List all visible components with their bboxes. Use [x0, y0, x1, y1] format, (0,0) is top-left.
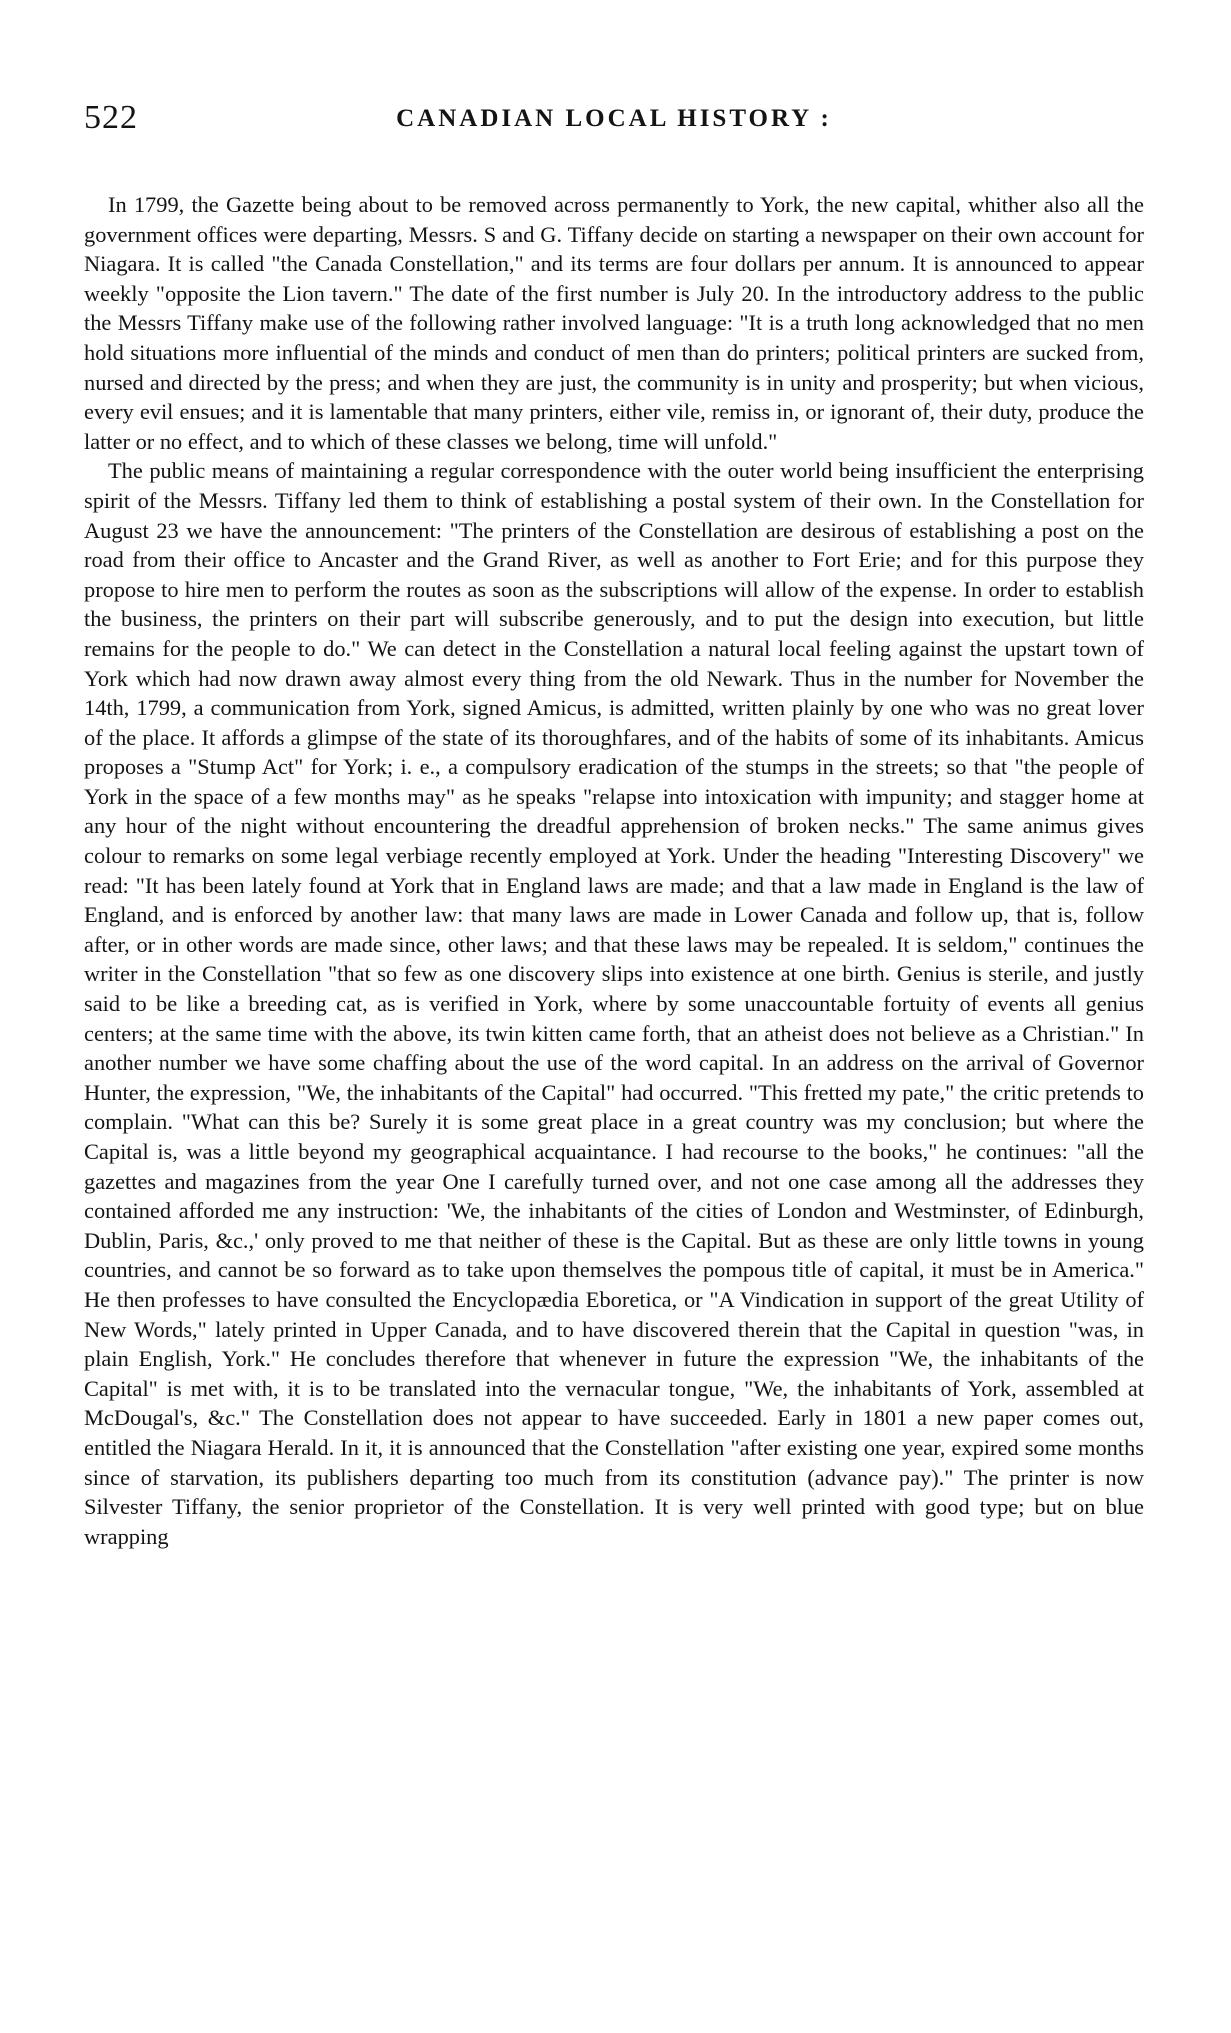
page-header	[84, 98, 1144, 148]
book-page	[84, 98, 1144, 2018]
paragraph-postal-system: The public means of maintaining a regular correspondence with the outer world being insufficient the enterprising spirit of the Messrs. Tiffany led them to think of establishing a postal system of their own. In the Constellation for August 23 we have the announcement: "The printers of the Constellation are desirous of establishing a post on the road from their office to Ancaster and the Grand River, as well as another to Fort Erie; and for this purpose they propose to hire men to perform the routes as soon as the subscriptions will allow of the expense. In order to establish the business, the printers on their part will subscribe generously, and to put the design into execution, but little remains for the people to do." We can detect in the Constellation a natural local feeling against the upstart town of York which had now drawn away almost every thing from the old Newark. Thus in the number for November the 14th, 1799, a communication from York, signed Amicus, is admitted, written plainly by one who was no great lover of the place. It affords a glimpse of the state of its thoroughfares, and of the habits of some of its inhabitants. Amicus proposes a "Stump Act" for York; i. e., a compulsory eradication of the stumps in the streets; so that "the people of York in the space of a few months may" as he speaks "relapse into intoxication with impunity; and stagger home at any hour of the night without encountering the dreadful apprehension of broken necks." The same animus gives colour to remarks on some legal verbiage recently employed at York. Under the heading "Interesting Discovery" we read: "It has been lately found at York that in England laws are made; and that a law made in England is the law of England, and is enforced by another law: that many laws are made in Lower Canada and follow up, that is, follow after, or in other words are made since, other laws; and that these laws may be repealed. It is seldom," continues the writer in the Constellation "that so few as one discovery slips into existence at one birth. Genius is sterile, and justly said to be like a breeding cat, as is verified in York, where by some unaccountable fortuity of events all genius centers; at the same time with the above, its twin kitten came forth, that an atheist does not believe as a Christian." In another number we have some chaffing about the use of the word capital. In an address on the arrival of Governor Hunter, the expression, "We, the inhabitants of the Capital" had occurred. "This fretted my pate," the critic pretends to complain. "What can this be? Surely it is some great place in a great country was my conclusion; but where the Capital is, was a little beyond my geographical acquaintance. I had recourse to the books," he continues: "all the gazettes and magazines from the year One I carefully turned over, and not one case among all the addresses they contained afforded me any instruction: 'We, the inhabitants of the cities of London and Westminster, of Edinburgh, Dublin, Paris, &c.,' only proved to me that neither of these is the Capital. But as these are only little towns in young countries, and cannot be so forward as to take upon themselves the pompous title of capital, it must be in America." He then professes to have consulted the Encyclopædia Eboretica, or "A Vindication in support of the great Utility of New Words," lately printed in Upper Canada, and to have discovered therein that the Capital in question "was, in plain English, York." He concludes therefore that whenever in future the expression "We, the inhabitants of the Capital" is met with, it is to be translated into the vernacular tongue, "We, the inhabitants of York, assembled at McDougal's, &c." The Constellation does not appear to have succeeded. Early in 1801 a new paper comes out, entitled the Niagara Herald. In it, it is announced that the Constellation "after existing one year, expired some months since of starvation, its publishers departing too much from its constitution (advance pay)." The printer is now Silvester Tiffany, the senior proprietor of the Constellation. It is very well printed with good type; but on blue wrapping	[84, 458, 1144, 1549]
running-title: CANADIAN LOCAL HISTORY :	[396, 105, 832, 132]
page-number: 522	[84, 99, 138, 136]
paragraph-gazette-move: In 1799, the Gazette being about to be removed across permanently to York, the new capital, whither also all the government offices were departing, Messrs. S and G. Tiffany decide on starting a newspaper on their own account for Niagara. It is called "the Canada Constellation," and its terms are four dollars per annum. It is announced to appear weekly "opposite the Lion tavern." The date of the first number is July 20. In the introductory address to the public the Messrs Tiffany make use of the following rather involved language: "It is a truth long acknowledged that no men hold situations more influential of the minds and conduct of men than do printers; political printers are sucked from, nursed and directed by the press; and when they are just, the community is in unity and prosperity; but when vicious, every evil ensues; and it is lamentable that many printers, either vile, remiss in, or ignorant of, their duty, produce the latter or no effect, and to which of these classes we belong, time will unfold."	[84, 192, 1144, 454]
body-text	[84, 190, 1144, 1551]
